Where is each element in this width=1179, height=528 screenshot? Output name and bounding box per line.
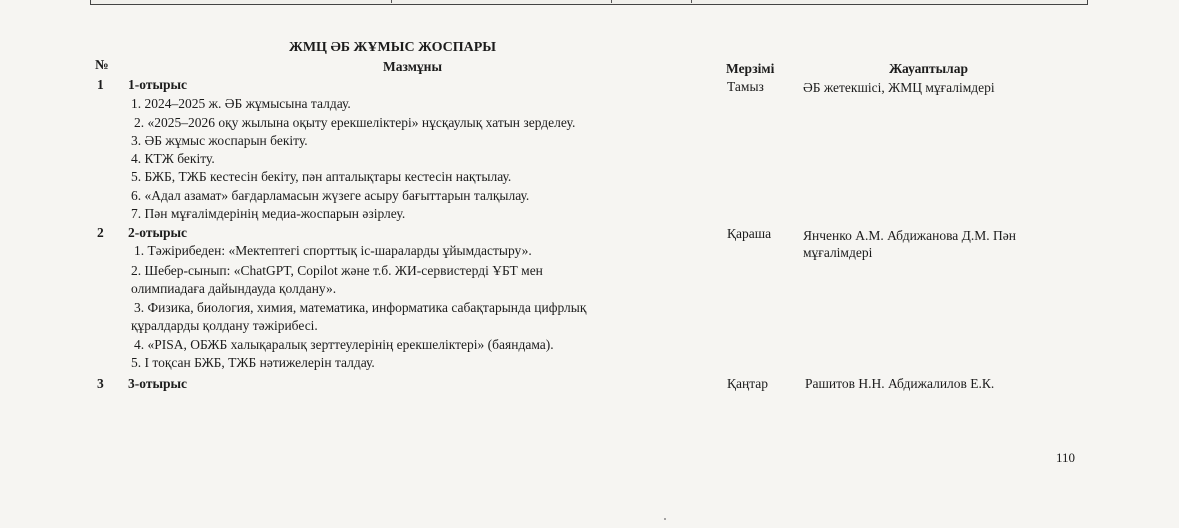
responsible-cell: Рашитов Н.Н. Абдижалилов Е.К.	[805, 376, 995, 391]
agenda-item: 6. «Адал азамат» бағдарламасын жүзеге асыру бағыттарын талқылау.	[131, 188, 530, 203]
row-number: 2	[97, 225, 104, 240]
scan-speck	[664, 518, 666, 520]
agenda-item: 7. Пән мұғалімдерінің медиа-жоспарын әзірлеу.	[131, 206, 406, 221]
agenda-item: 4. КТЖ бекіту.	[131, 151, 215, 166]
column-header-responsible: Жауаптылар	[889, 61, 969, 76]
column-header-content: Мазмұны	[383, 59, 442, 74]
agenda-item: 5. БЖБ, ТЖБ кестесін бекіту, пән апталықтары кестесін нақтылау.	[131, 169, 512, 184]
row-number: 3	[97, 376, 104, 391]
column-header-number: №	[95, 57, 109, 72]
agenda-item: 4. «PISA, ОБЖБ халықаралық зерттеулерінің ерекшеліктері» (баяндама).	[134, 337, 554, 352]
responsible-cell: Янченко А.М. Абдижанова Д.М. Пән	[803, 228, 1016, 243]
session-title: 3-отырыс	[128, 376, 188, 391]
row-number: 1	[97, 77, 104, 92]
agenda-item: 1. 2024–2025 ж. ӘБ жұмысына талдау.	[131, 96, 351, 111]
deadline-cell: Қаңтар	[727, 376, 769, 391]
agenda-item: 2. «2025–2026 оқу жылына оқыту ерекшеліктері» нұсқаулық хатын зерделеу.	[134, 115, 576, 130]
responsible-cell: мұғалімдері	[803, 245, 873, 260]
agenda-item: 5. I тоқсан БЖБ, ТЖБ нәтижелерін талдау.	[131, 355, 375, 370]
agenda-item: 3. ӘБ жұмыс жоспарын бекіту.	[131, 133, 308, 148]
agenda-item: 1. Тәжірибеден: «Мектептегі спорттық іс-шараларды ұйымдастыру».	[134, 243, 532, 258]
responsible-cell: ӘБ жетекшісі, ЖМЦ мұғалімдері	[803, 80, 995, 95]
agenda-item: құралдарды қолдану тәжірибесі.	[131, 318, 318, 333]
deadline-cell: Қараша	[727, 226, 772, 241]
agenda-item: 3. Физика, биология, химия, математика, информатика сабақтарында цифрлық	[134, 300, 587, 315]
session-title: 1-отырыс	[128, 77, 188, 92]
column-header-deadline: Мерзімі	[726, 61, 775, 76]
agenda-item: 2. Шебер-сынып: «ChatGPT, Copilot және т.б. ЖИ-сервистерді ҰБТ мен	[131, 263, 543, 278]
page-number: 110	[1056, 450, 1076, 465]
deadline-cell: Тамыз	[727, 79, 764, 94]
page-title: ЖМЦ ӘБ ЖҰМЫС ЖОСПАРЫ	[289, 40, 497, 55]
session-title: 2-отырыс	[128, 225, 188, 240]
agenda-item: олимпиадаға дайындауда қолдану».	[131, 281, 337, 296]
